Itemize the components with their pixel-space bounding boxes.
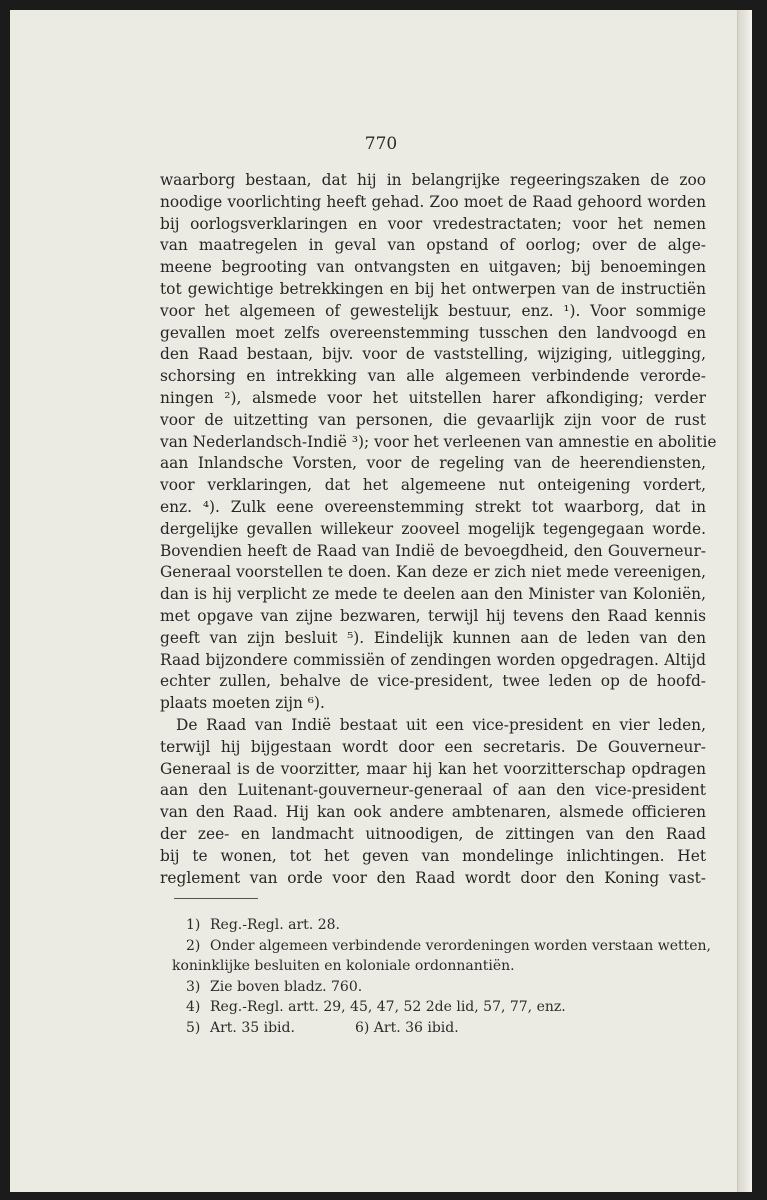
text-line: tot gewichtige betrekkingen en bij het ontwerpen van de instructiën	[160, 279, 706, 298]
book-page	[10, 10, 752, 1192]
text-line: der zee- en landmacht uitnoodigen, de zittingen van den Raad	[160, 824, 706, 843]
footnote-separator	[174, 898, 258, 899]
footnote-number: 1)	[186, 917, 201, 933]
footnote-number: 4)	[186, 999, 201, 1016]
page-spine-edge	[737, 10, 752, 1192]
text-line: van Nederlandsch-Indië ³); voor het verleenen van amnestie en abolitie	[160, 432, 717, 451]
text-line: meene begrooting van ontvangsten en uitgaven; bij benoemingen	[160, 258, 706, 277]
page-number: 770	[364, 134, 398, 154]
footnote-2	[160, 936, 720, 957]
footnotes	[160, 915, 720, 1039]
text-line: bij oorlogsverklaringen en voor vredestractaten; voor het nemen	[160, 214, 706, 233]
footnote-number: 2)	[186, 937, 201, 954]
text-line: schorsing en intrekking van alle algemeen verbindende verorde-	[160, 367, 706, 386]
text-line: voor de uitzetting van personen, die gevaarlijk zijn voor de rust	[160, 410, 706, 429]
text-line: den Raad bestaan, bijv. voor de vaststelling, wijziging, uitlegging,	[160, 345, 706, 364]
footnote-number: 6)	[354, 1019, 370, 1036]
text-line: van maatregelen in geval van opstand of oorlog; over de alge-	[160, 236, 706, 255]
text-line: Bovendien heeft de Raad van Indië de bevoegdheid, den Gouverneur-	[160, 541, 706, 560]
footnote-text: Zie boven bladz. 760.	[210, 978, 363, 995]
text-line: aan Inlandsche Vorsten, voor de regeling van de heerendiensten,	[160, 454, 706, 473]
text-line: echter zullen, behalve de vice-president, twee leden op de hoofd-	[160, 672, 706, 691]
text-line: reglement van orde voor den Raad wordt door den Koning vast-	[160, 868, 706, 887]
text-line: geeft van zijn besluit ⁵). Eindelijk kunnen aan de leden van den	[160, 628, 706, 647]
footnote-text: Reg.-Regl. art. 28.	[210, 917, 340, 933]
body-text	[160, 170, 717, 889]
footnote-3	[160, 977, 720, 998]
footnote-text: Art. 36 ibid.	[373, 1019, 459, 1036]
text-line: bij te wonen, tot het geven van mondelinge inlichtingen. Het	[160, 846, 706, 865]
text-line: dergelijke gevallen willekeur zooveel mogelijk tegengegaan worde.	[160, 519, 706, 538]
text-line: voor het algemeen of gewestelijk bestuur, enz. ¹). Voor sommige	[160, 301, 706, 320]
text-line: aan den Luitenant-gouverneur-generaal of aan den vice-president	[160, 781, 706, 800]
text-line: dan is hij verplicht ze mede te deelen aan den Minister van Koloniën,	[160, 585, 706, 604]
footnote-1	[160, 915, 720, 936]
footnote-text: Onder algemeen verbindende verordeningen worden verstaan wetten,	[210, 937, 711, 954]
text-line: van den Raad. Hij kan ook andere ambtenaren, alsmede officieren	[160, 803, 706, 822]
text-line: enz. ⁴). Zulk eene overeenstemming strekt tot waarborg, dat in	[160, 497, 706, 516]
text-line: terwijl hij bijgestaan wordt door een secretaris. De Gouverneur-	[160, 737, 706, 756]
text-line: voor verklaringen, dat het algemeene nut onteigening vordert,	[160, 476, 706, 495]
text-line: met opgave van zijne bezwaren, terwijl hij tevens den Raad kennis	[160, 606, 706, 625]
footnote-4	[160, 997, 720, 1018]
text-line: ningen ²), alsmede voor het uitstellen harer afkondiging; verder	[160, 388, 706, 407]
footnote-2-continued: koninklijke besluiten en koloniale ordonnantiën.	[172, 958, 515, 975]
text-line-paragraph-start: De Raad van Indië bestaat uit een vice-president en vier leden,	[176, 715, 706, 734]
footnote-number: 3)	[186, 978, 201, 995]
footnote-text: Reg.-Regl. artt. 29, 45, 47, 52 2de lid, 57, 77, enz.	[210, 999, 566, 1016]
text-line: Generaal voorstellen te doen. Kan deze er zich niet mede vereenigen,	[160, 563, 706, 582]
text-line: gevallen moet zelfs overeenstemming tusschen den landvoogd en	[160, 323, 706, 342]
text-line: Raad bijzondere commissiën of zendingen worden opgedragen. Altijd	[160, 650, 706, 669]
footnote-5-6	[160, 1018, 720, 1039]
text-line: noodige voorlichting heeft gehad. Zoo moet de Raad gehoord worden	[160, 192, 706, 211]
text-line: waarborg bestaan, dat hij in belangrijke regeeringszaken de zoo	[160, 171, 706, 189]
text-line-paragraph-end: plaats moeten zijn ⁶).	[160, 694, 325, 713]
footnote-number: 5)	[186, 1019, 201, 1036]
text-line: Generaal is de voorzitter, maar hij kan het voorzitterschap opdragen	[160, 759, 706, 778]
footnote-text: Art. 35 ibid.	[210, 1019, 295, 1036]
